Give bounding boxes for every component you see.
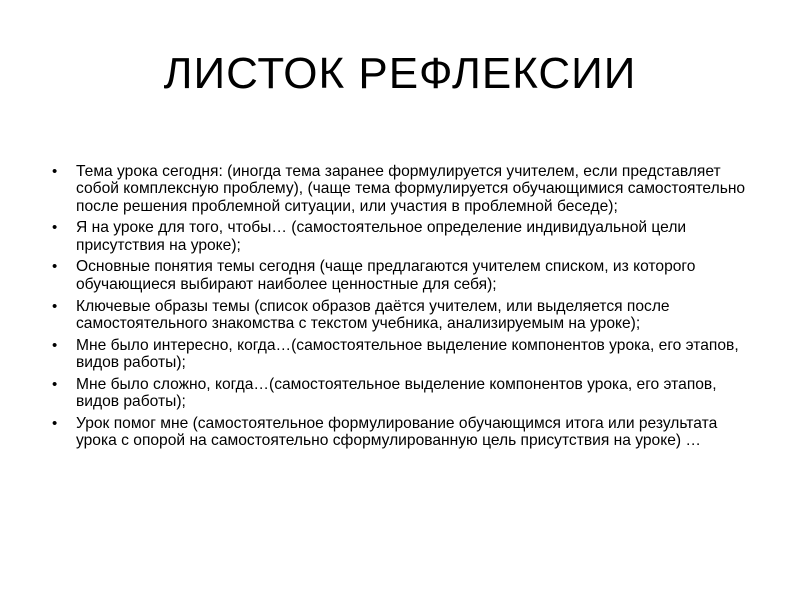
bullet-dot: • <box>52 297 58 315</box>
bullet-list <box>52 163 752 454</box>
list-item-text: Мне было интересно, когда…(самостоятельное выделение компонентов урока, его этапов, видов работы); <box>76 336 739 371</box>
list-item <box>52 337 752 372</box>
list-item <box>52 415 752 450</box>
bullet-dot: • <box>52 414 58 432</box>
bullet-dot: • <box>52 375 58 393</box>
list-item <box>52 298 752 333</box>
list-item-text: Мне было сложно, когда…(самостоятельное выделение компонентов урока, его этапов, видов работы); <box>76 375 717 411</box>
list-item <box>52 219 752 254</box>
list-item <box>52 163 752 215</box>
list-item-text: Я на уроке для того, чтобы… (самостоятельное определение индивидуальной цели присутствия на уроке); <box>76 219 687 254</box>
list-item <box>52 258 752 293</box>
bullet-dot: • <box>52 163 58 180</box>
list-item <box>52 376 752 411</box>
slide-title: ЛИСТОК РЕФЛЕКСИИ <box>163 49 637 98</box>
bullet-dot: • <box>52 219 58 237</box>
list-item-text: Основные понятия темы сегодня (чаще предлагаются учителем списком, из которого обучающиеся выбирают наиболее ценностные для себя); <box>76 258 696 293</box>
list-item-text: Ключевые образы темы (список образов даётся учителем, или выделяется после самостоятельного знакомства с текстом учебника, анализируемым на уроке); <box>76 297 670 332</box>
bullet-dot: • <box>52 336 58 354</box>
bullet-dot: • <box>52 258 58 276</box>
list-item-text: Урок помог мне (самостоятельное формулирование обучающимся итога или результата урока с опорой на самостоятельно сформулированную цель присутствия на уроке) … <box>76 414 718 450</box>
list-item-text: Тема урока сегодня: (иногда тема заранее формулируется учителем, если представляет собой комплексную проблему), (чаще тема формулируется обучающимися самостоятельно после решения проблемной ситуации, или участия в проблемной беседе); <box>76 163 746 215</box>
